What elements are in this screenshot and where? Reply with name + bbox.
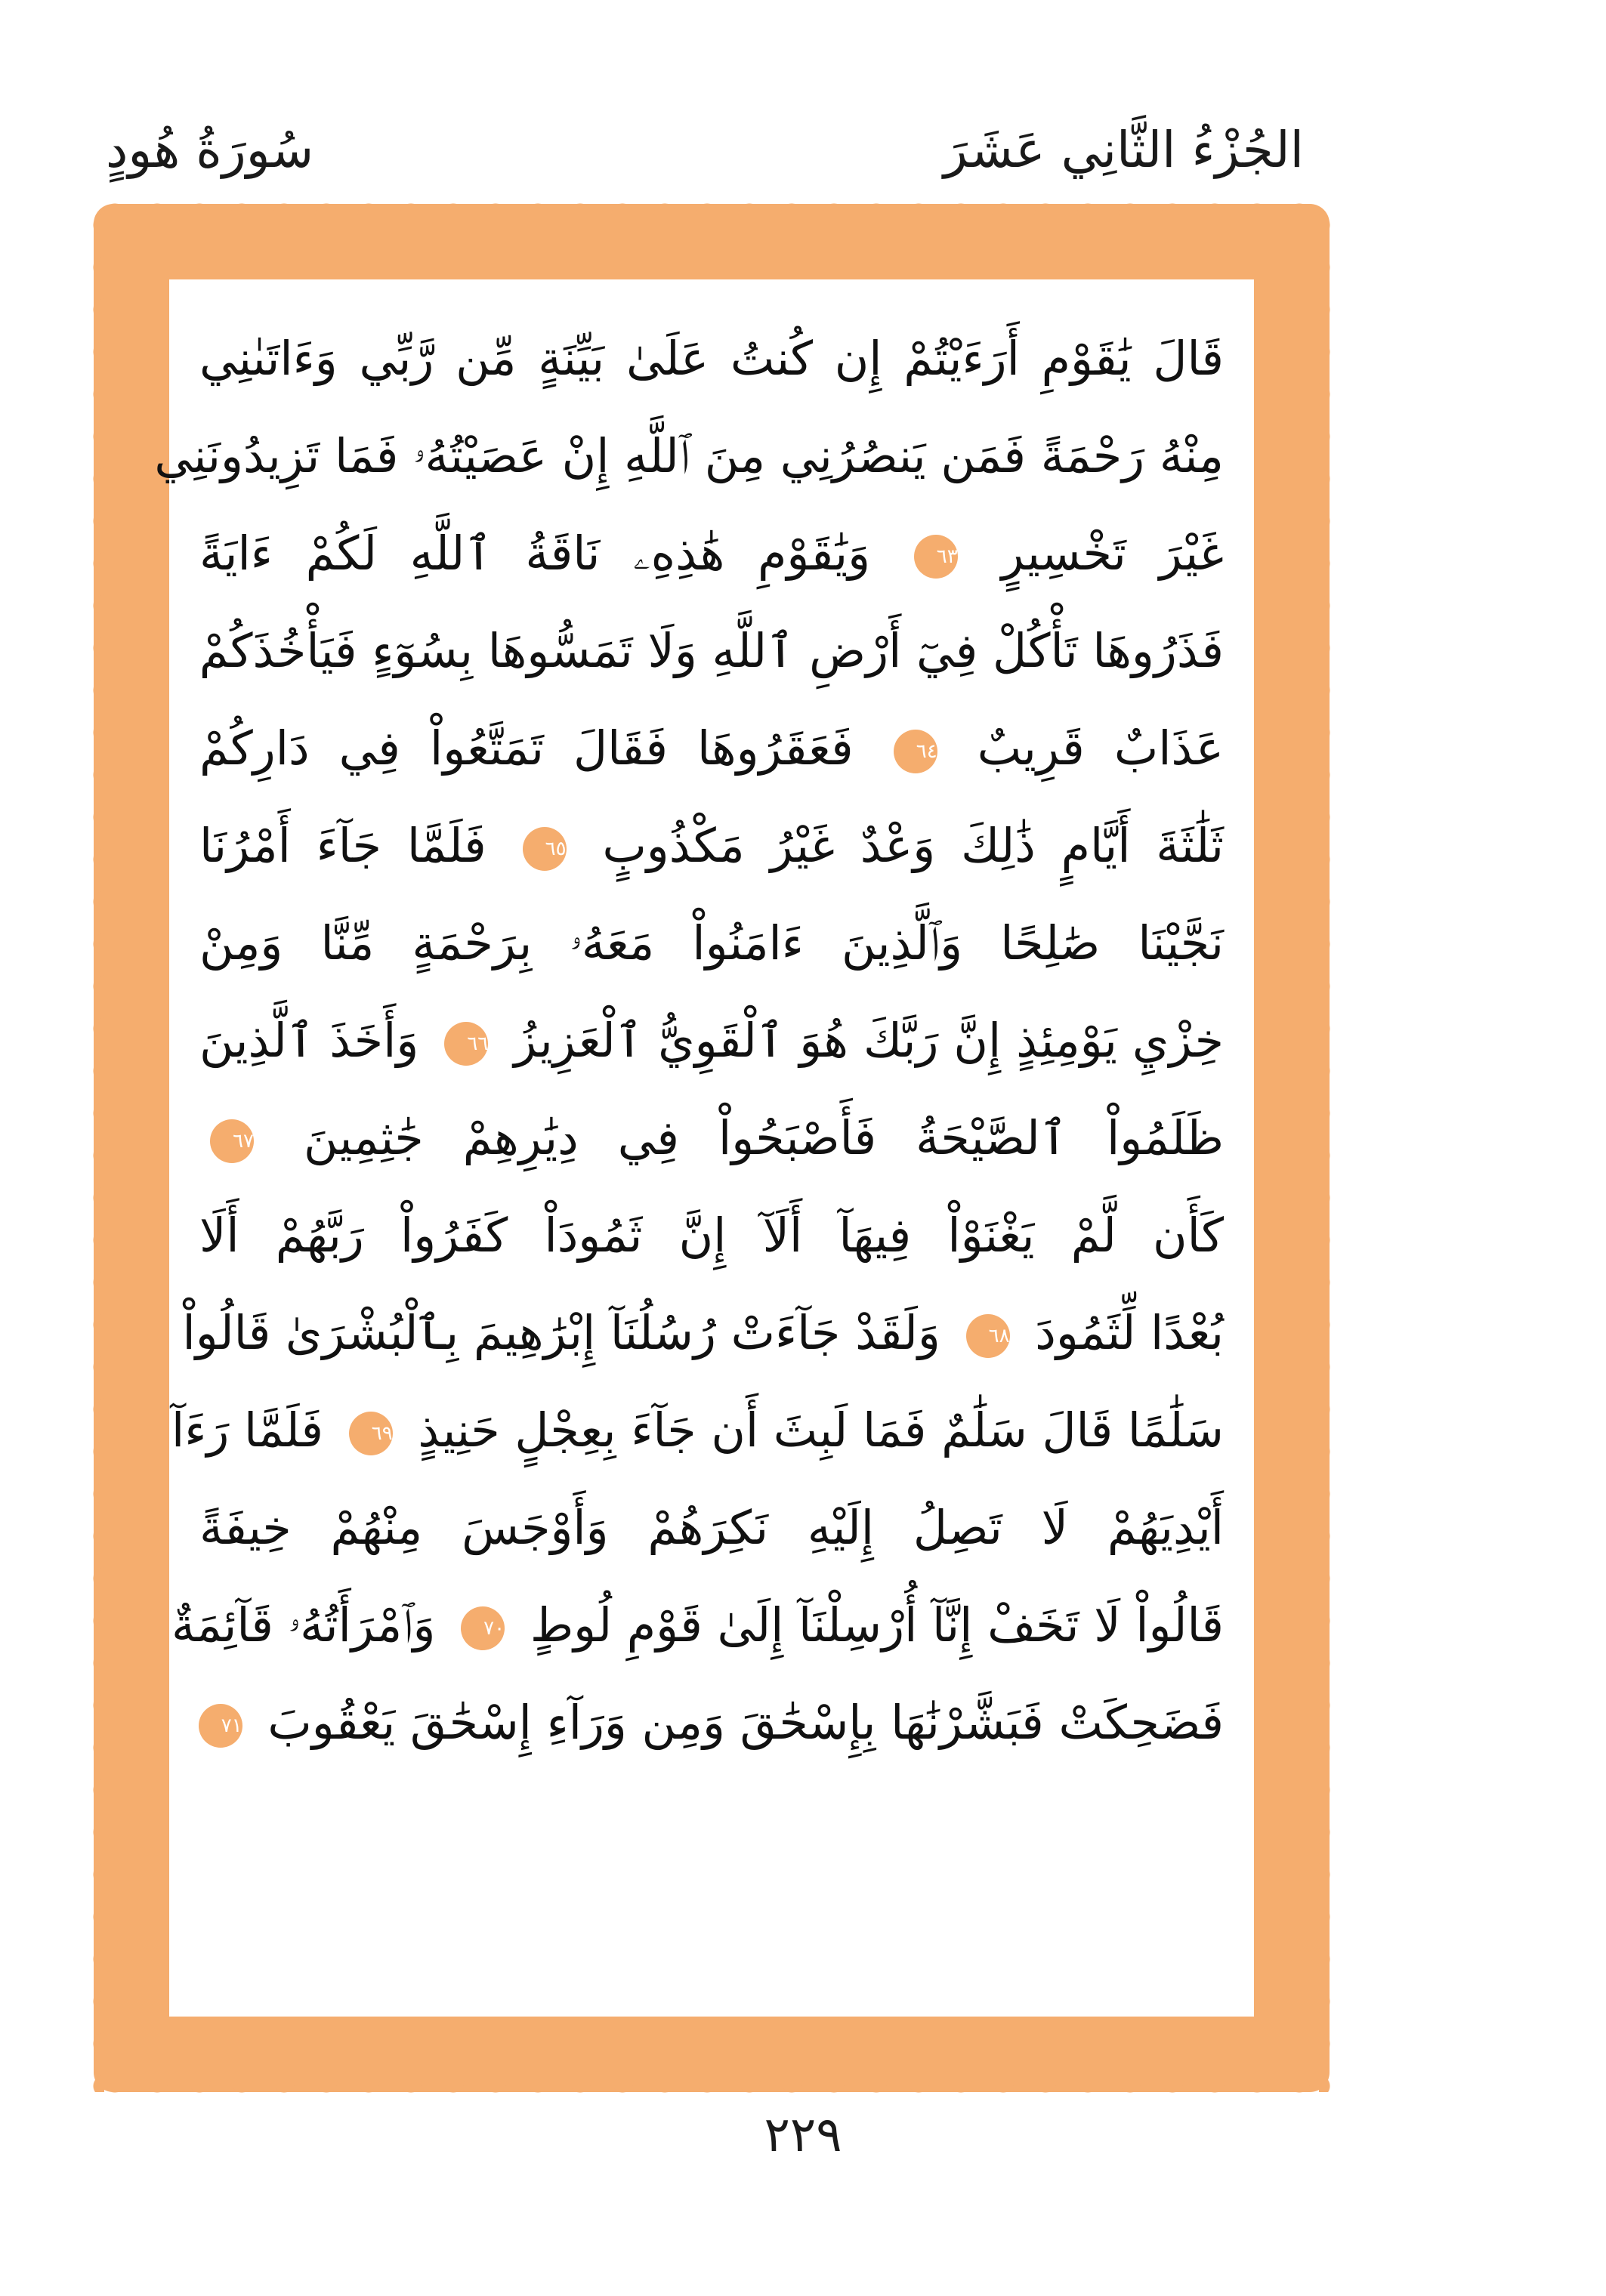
verse-text: ثَلَٰثَةَ أَيَّامٍ ذَٰلِكَ وَعْدٌ غَيْرُ مَكْذُوبٍ: [602, 818, 1224, 873]
verse-text: وَٱمْرَأَتُهُۥ قَآئِمَةٌ: [171, 1597, 436, 1653]
verse-text: وَأَخَذَ ٱلَّذِينَ: [199, 1013, 419, 1068]
verse-text: ظَلَمُواْ ٱلصَّيْحَةُ فَأَصْبَحُواْ فِي دِيَٰرِهِمْ جَٰثِمِينَ: [303, 1110, 1224, 1165]
ayah-marker-64: ٦٤: [894, 730, 937, 773]
verse-text: وَيَٰقَوْمِ هَٰذِهِۦ نَاقَةُ ٱللَّهِ لَكُمْ ءَايَةً: [199, 526, 871, 581]
ayah-marker-63: ٦٣: [914, 535, 958, 579]
frame-border-top: [94, 193, 1330, 214]
verse-text: كَأَن لَّمْ يَغْنَوْاْ فِيهَآ أَلَآ إِنَّ ثَمُودَاْ كَفَرُواْ رَبَّهُمْ أَلَا: [199, 1208, 1224, 1263]
quran-text-panel: [154, 279, 1254, 2017]
verse-line-5: [199, 699, 1224, 797]
verse-text: فَلَمَّا جَآءَ أَمْرُنَا: [199, 818, 486, 873]
verse-text: عَذَابٌ قَرِيبٌ: [977, 721, 1224, 776]
verse-text: خِزْيِ يَوْمِئِذٍ إِنَّ رَبَّكَ هُوَ ٱلْقَوِيُّ ٱلْعَزِيزُ: [514, 1013, 1224, 1068]
verse-text: فَذَرُوهَا تَأْكُلْ فِيٓ أَرْضِ ٱللَّهِ وَلَا تَمَسُّوهَا بِسُوٓءٍ فَيَأْخُذَكُمْ: [199, 623, 1224, 678]
verse-line-1: [199, 310, 1224, 407]
verse-line-15: [199, 1674, 1224, 1771]
verse-line-2: [154, 407, 1224, 505]
verse-text: فَضَحِكَتْ فَبَشَّرْنَٰهَا بِإِسْحَٰقَ وَمِن وَرَآءِ إِسْحَٰقَ يَعْقُوبَ: [267, 1695, 1224, 1750]
verse-line-14: [171, 1576, 1224, 1674]
ayah-marker-70: ٧٠: [461, 1606, 505, 1650]
verse-line-7: [199, 894, 1224, 992]
verse-text: فَلَمَّا رَءَآ: [171, 1403, 323, 1458]
verse-text: بُعْدًا لِّثَمُودَ: [1035, 1305, 1224, 1360]
verse-line-11: [182, 1284, 1224, 1381]
verse-line-10: [199, 1187, 1224, 1284]
verse-text: مِنْهُ رَحْمَةً فَمَن يَنصُرُنِي مِنَ ٱللَّهِ إِنْ عَصَيْتُهُۥ فَمَا تَزِيدُونَنِي: [154, 428, 1224, 483]
frame-border-left: [83, 204, 104, 2092]
verse-text: قَالَ يَٰقَوْمِ أَرَءَيْتُمْ إِن كُنتُ عَلَىٰ بَيِّنَةٍ مِّن رَّبِّي وَءَاتَىٰنِي: [199, 331, 1224, 386]
verse-line-8: [199, 992, 1224, 1089]
juz-header: الجُزْءُ الثَّانِي عَشَرَ: [944, 121, 1304, 179]
verse-line-6: [199, 797, 1224, 894]
verse-text: فَعَقَرُوهَا فَقَالَ تَمَتَّعُواْ فِي دَارِكُمْ: [199, 721, 854, 776]
page-frame: [94, 204, 1330, 2092]
ayah-marker-71: ٧١: [199, 1704, 242, 1748]
page-number: ٢٢٩: [764, 2107, 842, 2163]
verse-text: أَيْدِيَهُمْ لَا تَصِلُ إِلَيْهِ نَكِرَهُمْ وَأَوْجَسَ مِنْهُمْ خِيفَةً: [199, 1500, 1224, 1555]
verse-text: وَلَقَدْ جَآءَتْ رُسُلُنَآ إِبْرَٰهِيمَ بِٱلْبُشْرَىٰ قَالُواْ: [182, 1305, 940, 1360]
verse-line-4: [199, 602, 1224, 699]
verse-line-3: [199, 505, 1224, 602]
frame-border-bottom: [94, 2082, 1330, 2103]
verse-text: قَالُواْ لَا تَخَفْ إِنَّآ أُرْسِلْنَآ إِلَىٰ قَوْمِ لُوطٍ: [530, 1597, 1224, 1653]
ayah-marker-67: ٦٧: [210, 1119, 254, 1163]
ayah-marker-66: ٦٦: [444, 1022, 488, 1066]
verse-line-9: [199, 1089, 1224, 1187]
verse-line-12: [171, 1381, 1224, 1479]
ayah-marker-68: ٦٨: [966, 1314, 1010, 1358]
verse-line-13: [199, 1479, 1224, 1576]
verse-text: غَيْرَ تَخْسِيرٍ: [1001, 526, 1224, 581]
ayah-marker-69: ٦٩: [349, 1412, 393, 1455]
ayah-marker-65: ٦٥: [523, 827, 567, 871]
surah-header: سُورَةُ هُودٍ: [106, 121, 314, 179]
frame-border-right: [1319, 204, 1340, 2092]
verse-text: سَلَٰمًا قَالَ سَلَٰمٌ فَمَا لَبِثَ أَن جَآءَ بِعِجْلٍ حَنِيذٍ: [418, 1403, 1224, 1458]
verse-text: نَجَّيْنَا صَٰلِحًا وَٱلَّذِينَ ءَامَنُواْ مَعَهُۥ بِرَحْمَةٍ مِّنَّا وَمِنْ: [199, 915, 1224, 971]
